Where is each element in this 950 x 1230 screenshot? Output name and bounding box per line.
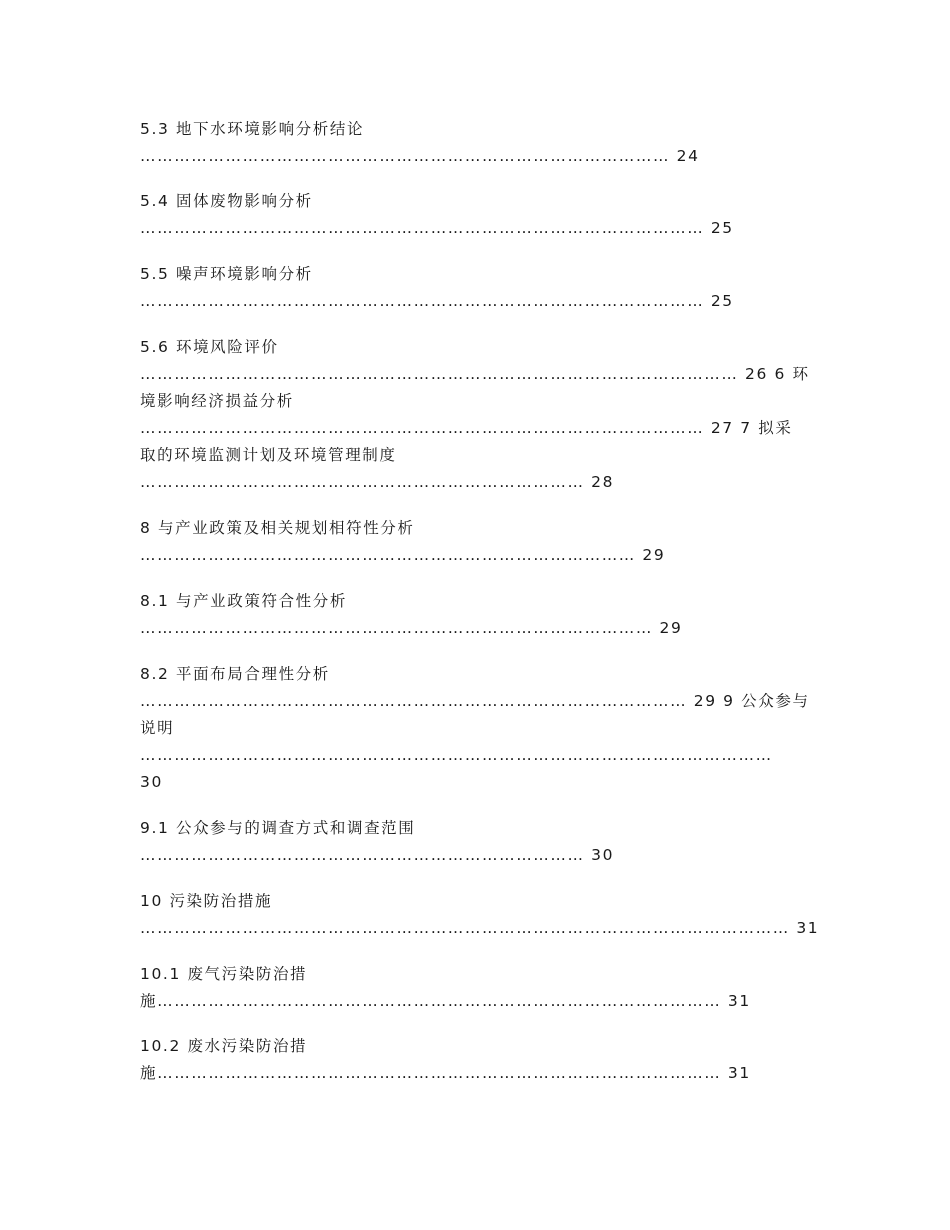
toc-entry-leader: ……………………………………………………………………………………… 27 7 拟采 [140, 419, 793, 437]
toc-entry-title: 5.6 环境风险评价 [140, 338, 279, 356]
toc-entry-leader: …………………………………………………………………………………………… 26 6 环 [140, 365, 810, 383]
toc-entry-leader: ……………………………………………………………………………… 29 [140, 619, 683, 637]
toc-entry-title: 10 污染防治措施 [140, 892, 273, 910]
toc-entry-leader: 施……………………………………………………………………………………… 31 [140, 992, 751, 1010]
toc-entry-title: 5.4 固体废物影响分析 [140, 192, 313, 210]
toc-entry-title: 10.1 废气污染防治措 [140, 965, 308, 983]
toc-entry-title: 8.1 与产业政策符合性分析 [140, 592, 347, 610]
toc-entry-title: 5.5 噪声环境影响分析 [140, 265, 313, 283]
toc-entry-leader: 施……………………………………………………………………………………… 31 [140, 1064, 751, 1082]
toc-entry-leader: ………………………………………………………………………………… 24 [140, 147, 700, 165]
toc-entry-leader: …………………………………………………………………… 28 [140, 473, 615, 491]
toc-entry-leader: ………………………………………………………………………………………………… [140, 746, 773, 764]
toc-entry-title: 8.2 平面布局合理性分析 [140, 665, 330, 683]
toc-entry-title: 10.2 废水污染防治措 [140, 1037, 308, 1055]
toc-entry-leader: …………………………………………………………………………………………………… 31 [140, 919, 820, 937]
toc-entry-leader: …………………………………………………………………………………… 29 9 公众参与 [140, 692, 810, 710]
toc-entry-title: 取的环境监测计划及环境管理制度 [140, 446, 397, 464]
toc-entry-title: 说明 [140, 719, 175, 737]
toc-entry-title: 5.3 地下水环境影响分析结论 [140, 120, 365, 138]
toc-entry-title: 8 与产业政策及相关规划相符性分析 [140, 519, 415, 537]
toc-entry-leader: …………………………………………………………………………… 29 [140, 546, 666, 564]
toc-entry-leader: ……………………………………………………………………………………… 25 [140, 219, 734, 237]
toc-entry-title: 境影响经济损益分析 [140, 392, 294, 410]
toc-entry-title: 9.1 公众参与的调查方式和调查范围 [140, 819, 416, 837]
toc-entry-page: 30 [140, 773, 163, 791]
toc-entry-leader: ……………………………………………………………………………………… 25 [140, 292, 734, 310]
toc-entry-leader: …………………………………………………………………… 30 [140, 846, 615, 864]
